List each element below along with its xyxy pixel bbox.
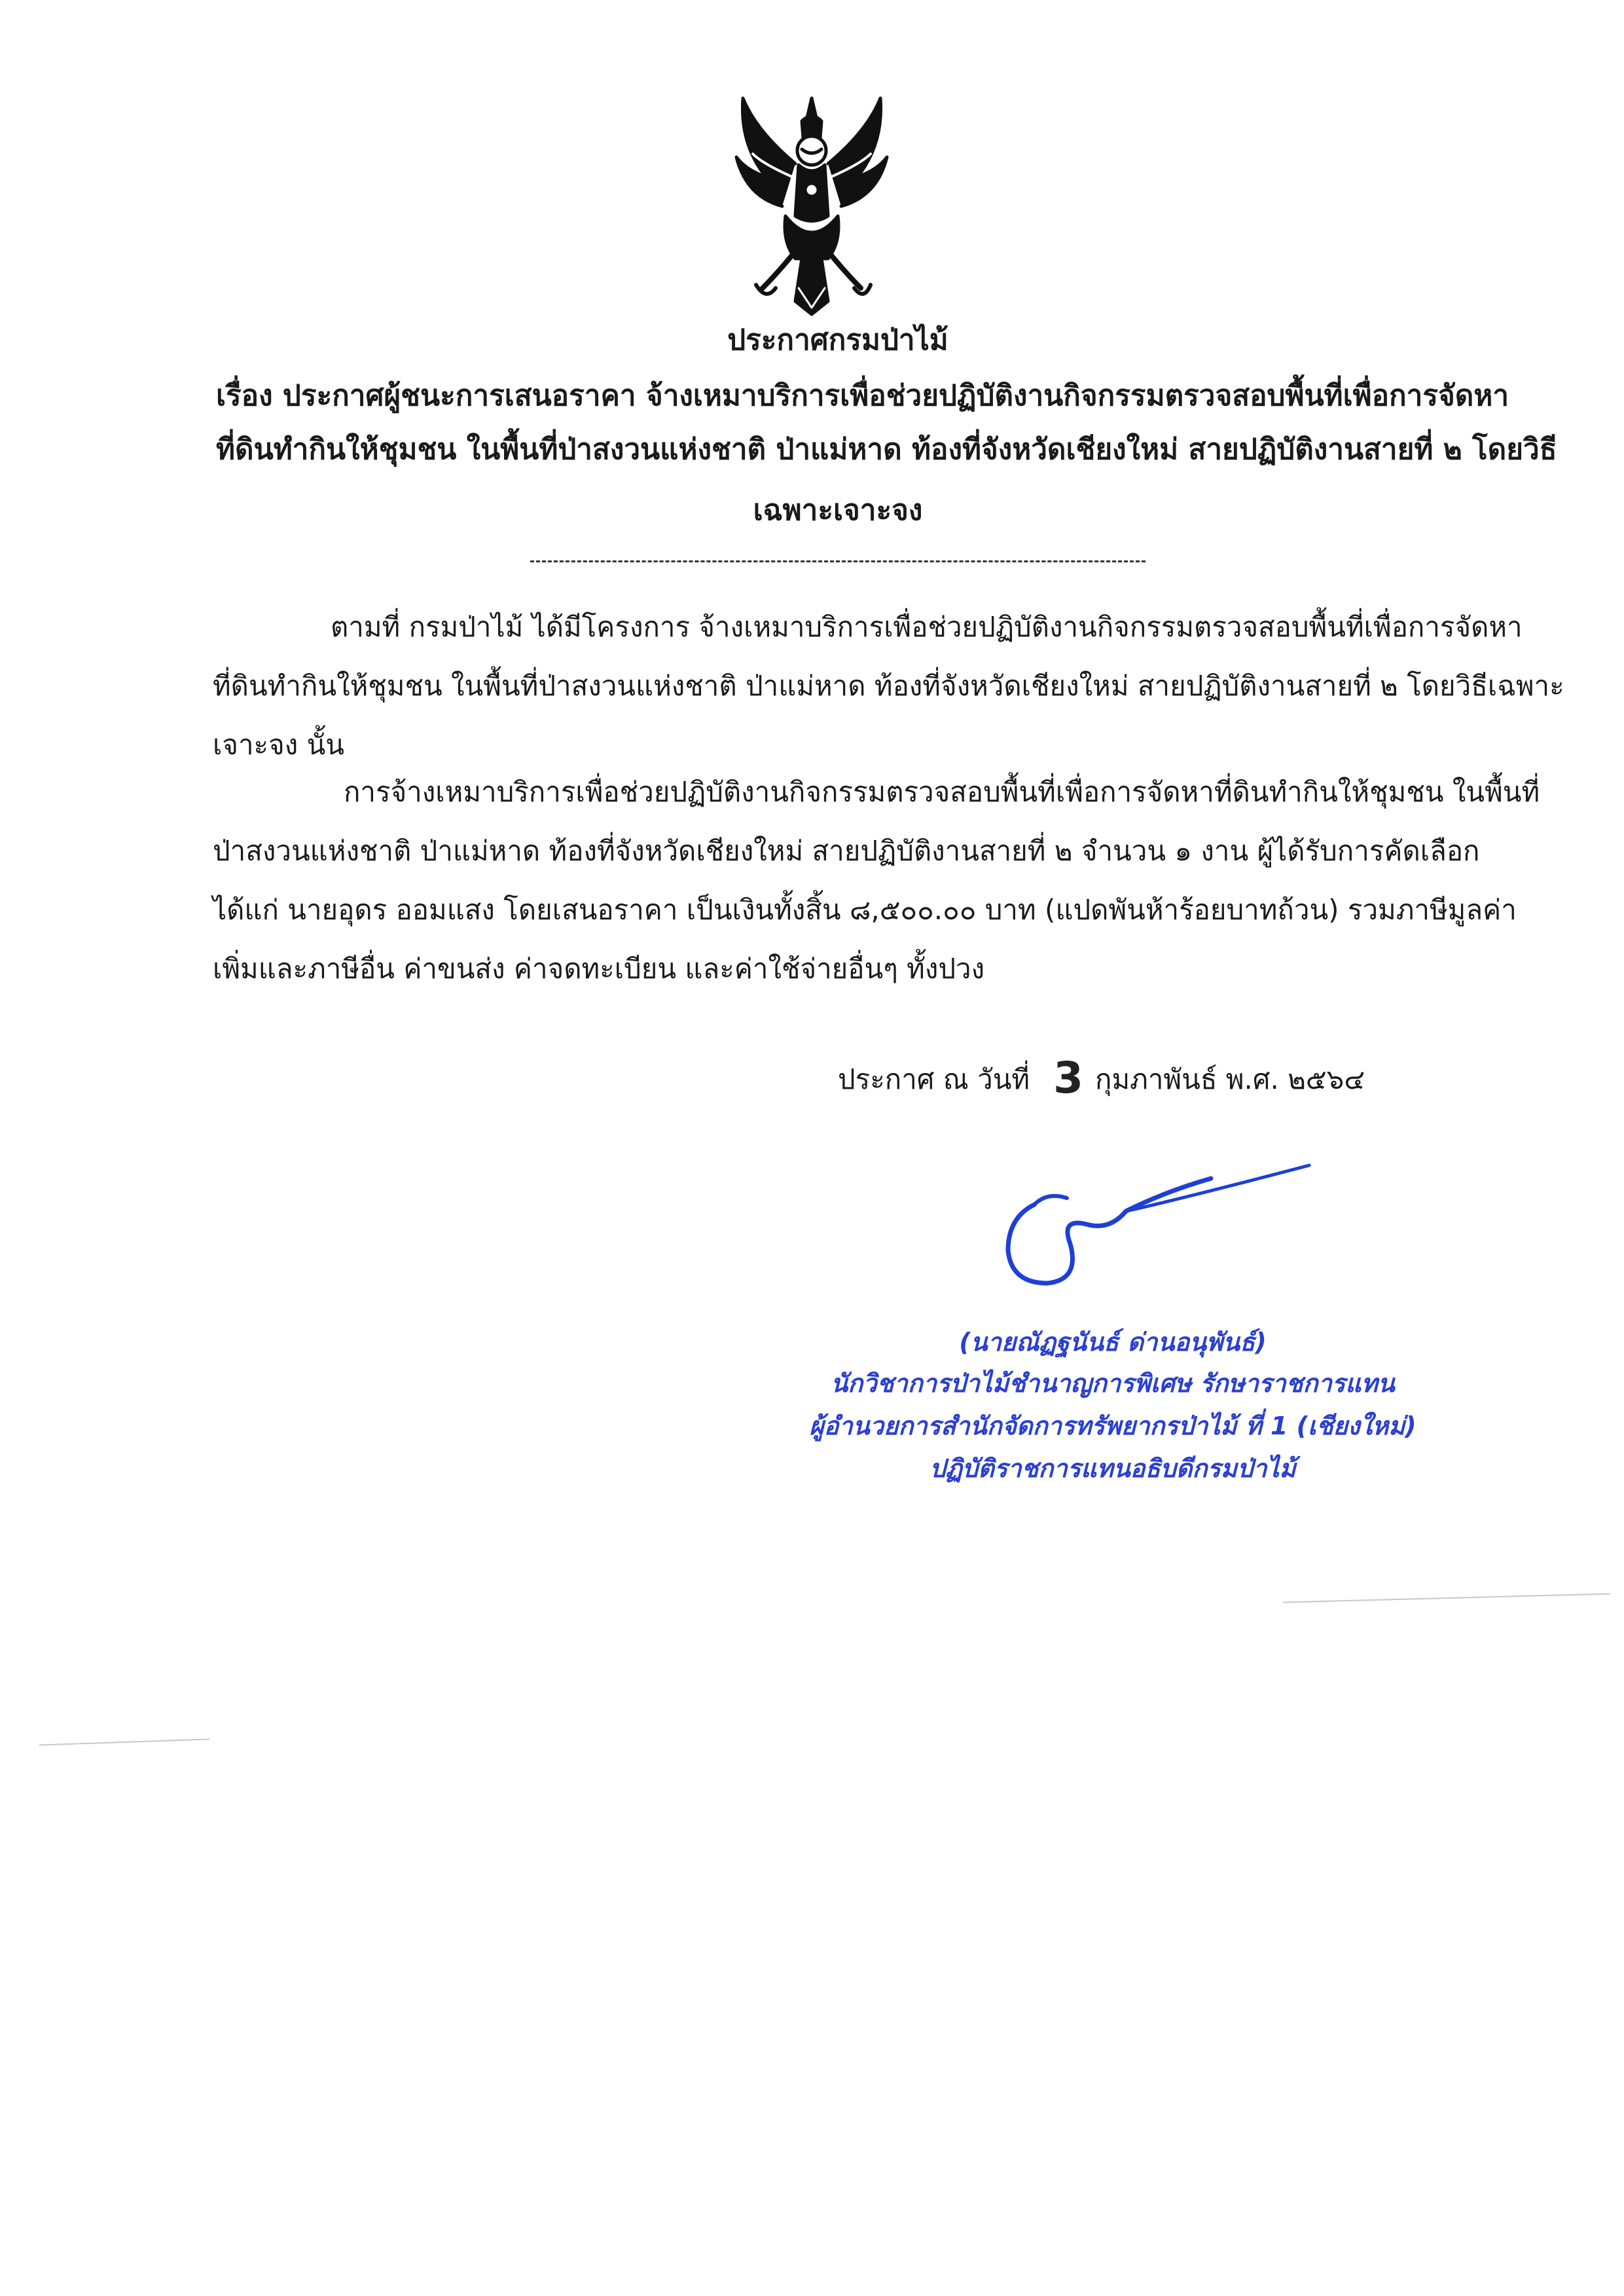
handwritten-signature (995, 1152, 1335, 1296)
signer-position-2: ผู้อำนวยการสำนักจัดการทรัพยากรป่าไม้ ที่ 1 (เชียงใหม่) (809, 1412, 1416, 1440)
paragraph2-line-4: เพิ่มและภาษีอื่น ค่าขนส่ง ค่าจดทะเบียน และค่าใช้จ่ายอื่นๆ ทั้งปวง (213, 953, 985, 985)
paragraph1-line-3: เจาะจง นั้น (213, 729, 344, 761)
paragraph2-line-1: การจ้างเหมาบริการเพื่อช่วยปฏิบัติงานกิจกรรมตรวจสอบพื้นที่เพื่อการจัดหาที่ดินทำกินให้ชุมชน ในพื้นที่ (344, 776, 1540, 808)
subject-line-2: ที่ดินทำกินให้ชุมชน ในพื้นที่ป่าสงวนแห่งชาติ ป่าแม่หาด ท้องที่จังหวัดเชียงใหม่ สายปฏิบัติงานสายที่ ๒ โดยวิธี (216, 433, 1557, 466)
signer-position-3: ปฏิบัติราชการแทนอธิบดีกรมป่าไม้ (929, 1454, 1296, 1483)
paragraph1-line-2: ที่ดินทำกินให้ชุมชน ในพื้นที่ป่าสงวนแห่งชาติ ป่าแม่หาด ท้องที่จังหวัดเชียงใหม่ สายปฏิบัติงานสายที่ ๒ โดยวิธีเฉพาะ (213, 670, 1564, 702)
paragraph1-line-1: ตามที่ กรมป่าไม้ ได้มีโครงการ จ้างเหมาบริการเพื่อช่วยปฏิบัติงานกิจกรรมตรวจสอบพื้นที่เพื่อการจัดหา (331, 611, 1523, 643)
announcement-date (838, 1055, 1365, 1102)
page-title: ประกาศกรมป่าไม้ (727, 323, 948, 357)
scan-artifact-line (39, 1738, 209, 1745)
dashed-separator (530, 560, 1146, 562)
garuda-emblem-icon (730, 92, 893, 321)
paragraph2-line-3: ได้แก่ นายอุดร ออมแสง โดยเสนอราคา เป็นเงินทั้งสิ้น ๘,๕๐๐.๐๐ บาท (แปดพันห้าร้อยบาทถ้วน) รวมภาษีมูลค่า (213, 894, 1517, 926)
scan-artifact-line (1283, 1593, 1610, 1603)
signer-name: (นายณัฏฐนันธ์ ด่านอนุพันธ์) (959, 1328, 1267, 1357)
date-prefix: ประกาศ ณ วันที่ (838, 1063, 1030, 1095)
signer-position-1: นักวิชาการป่าไม้ชำนาญการพิเศษ รักษาราชการแทน (831, 1369, 1395, 1398)
date-month-year: กุมภาพันธ์ พ.ศ. ๒๕๖๔ (1095, 1063, 1365, 1095)
date-day: 3 (1053, 1053, 1084, 1103)
paragraph2-line-2: ป่าสงวนแห่งชาติ ป่าแม่หาด ท้องที่จังหวัดเชียงใหม่ สายปฏิบัติงานสายที่ ๒ จำนวน ๑ งาน ผู้ได้รับการคัดเลือก (213, 835, 1480, 867)
subject-line-3: เฉพาะเจาะจง (753, 494, 923, 527)
subject-line-1: เรื่อง ประกาศผู้ชนะการเสนอราคา จ้างเหมาบริการเพื่อช่วยปฏิบัติงานกิจกรรมตรวจสอบพื้นที่เพื่อการจัดหา (216, 379, 1509, 412)
